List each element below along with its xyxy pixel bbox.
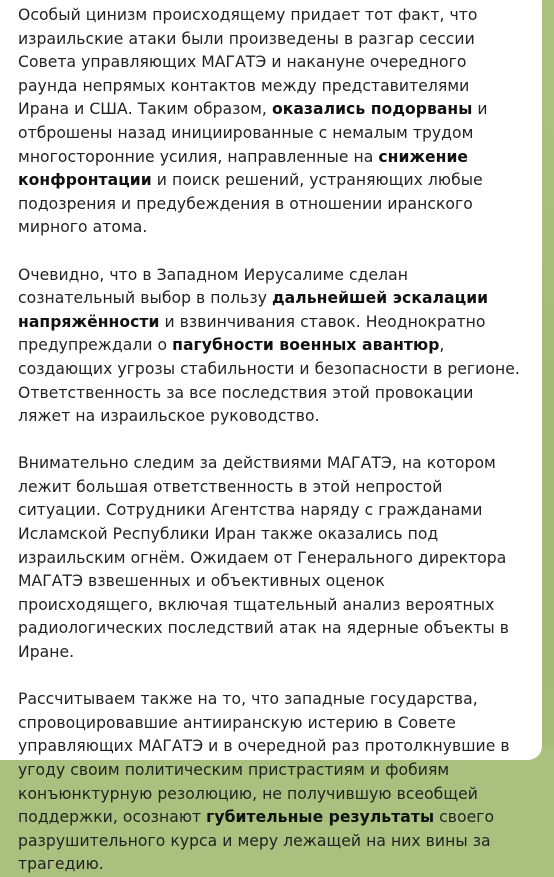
- text-run: своего разрушительного курса и меру лежащей на них вины за трагедию.: [18, 808, 495, 874]
- bold-text: губительные результаты: [206, 808, 435, 827]
- text-run: Очевидно, что в Западном Иерусалиме сделан сознательный выбор в пользу: [18, 265, 409, 308]
- bold-text: снижение конфронтации: [18, 147, 469, 190]
- message-paragraph-3: [18, 452, 524, 664]
- text-run: Особый цинизм происходящему придает тот факт, что израильские атаки были произведены в разгар сессии Совета управляющих МАГАТЭ и накануне очередного раунда непрямых контактов между представителями Ирана и США. Таким образом,: [18, 6, 478, 119]
- text-run: Внимательно следим за действиями МАГАТЭ, на котором лежит большая ответственность в этой непростой ситуации. Сотрудники Агентства наряду с гражданами Исламской Республики Иран также оказались под израильским огнём. Ожидаем от Генерального директора МАГАТЭ взвешенных и объективных оценок происходящего, включая тщательный анализ вероятных радиологических последствий атак на ядерные объекты в Иране.: [18, 454, 509, 662]
- text-run: и поиск решений, устраняющих любые подозрения и предубеждения в отношении иранского мирного атома.: [18, 171, 483, 237]
- text-run: и отброшены назад инициированные с немалым трудом многосторонние усилия, направленные на: [18, 100, 488, 166]
- bold-text: пагубности военных авантюр: [172, 336, 440, 355]
- message-paragraph-4: [18, 688, 524, 877]
- bold-text: оказались подорваны: [271, 100, 473, 119]
- text-run: , создающих угрозы стабильности и безопасности в регионе. Ответственность за все последствия этой провокации ляжет на израильское руководство.: [18, 336, 520, 426]
- text-run: Рассчитываем также на то, что западные государства, спровоцировавшие антииранскую истерию в Совете управляющих МАГАТЭ и в очередной раз протолкнувшие в угоду своим политическим пристрастиям и фобиям конъюнктурную резолюцию, не получившую всеобщей поддержки, осознают: [18, 690, 510, 827]
- message-paragraph-1: [18, 0, 524, 240]
- message-paragraph-2: [18, 264, 524, 429]
- bold-text: дальнейшей эскалации напряжённости: [18, 289, 489, 331]
- text-run: и взвинчивания ставок. Неоднократно предупреждали о: [18, 312, 486, 355]
